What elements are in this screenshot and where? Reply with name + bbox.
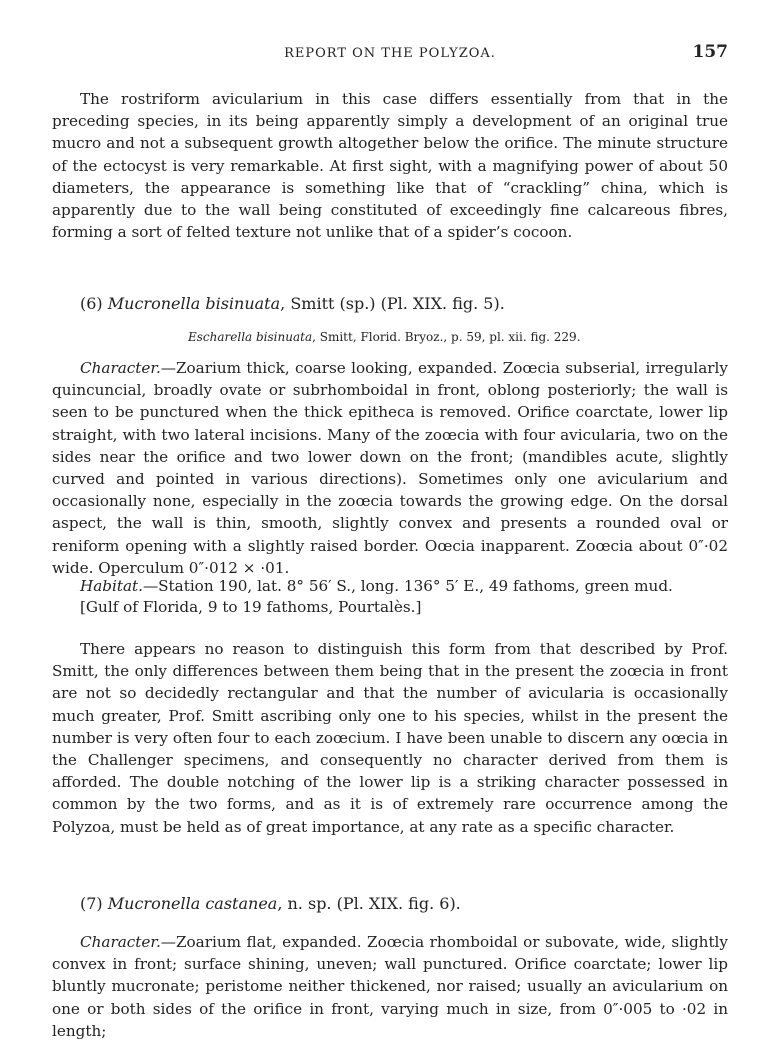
habitat-text: —Station 190, lat. 8° 56′ S., long. 136° 5′ E., 49 fathoms, green mud. bbox=[142, 577, 673, 595]
page-header bbox=[52, 42, 728, 66]
species-6-heading bbox=[80, 294, 505, 313]
species-name: Mucronella castanea bbox=[107, 894, 278, 913]
species-6-character bbox=[52, 357, 728, 579]
character-text: —Zoarium flat, expanded. Zoœcia rhomboidal or subovate, wide, slightly convex in front; surface shining, uneven; wall punctured. Orifice coarctate; lower lip bluntly mucronate; peristome neither thickened, nor raised; usually an avicularium on one or both sides of the orifice in front, varying much in size, from 0″·005 to ·02 in length; bbox=[52, 933, 728, 1040]
intro-paragraph: The rostriform avicularium in this case differs essentially from that in the preceding species, in its being apparently simply a development of an original true mucro and not a subsequent growth altogether below the orifice. The minute structure of the ectocyst is very remarkable. At first sight, with a magnifying power of about 50 diameters, the appearance is something like that of “crackling” china, which is apparently due to the wall being constituted of exceedingly fine calcareous fibres, forming a sort of felted texture not unlike that of a spider’s cocoon. bbox=[52, 90, 728, 242]
species-6-habitat bbox=[80, 575, 728, 597]
page-number: 157 bbox=[692, 42, 728, 62]
character-text: —Zoarium thick, coarse looking, expanded. Zoœcia subserial, irregularly quincuncial, broadly ovate or subrhomboidal in front, oblong posteriorly; the wall is seen to be punctured when the thick epitheca is removed. Orifice coarctate, lower lip straight, with two lateral incisions. Many of the zoœcia with four avicularia, two on the sides near the orifice and two lower down on the front; (mandibles acute, slightly curved and pointed in various directions). Sometimes only one avicularium and occasionally none, especially in the zoœcia towards the growing edge. On the dorsal aspect, the wall is thin, smooth, slightly convex and presents a rounded oval or reniform opening with a slightly raised border. Oœcia inapparent. Zoœcia about 0″·02 wide. Operculum 0″·012 × ·01. bbox=[52, 359, 728, 577]
species-6-locality: [Gulf of Florida, 9 to 19 fathoms, Pourtalès.] bbox=[80, 598, 422, 616]
species-7-character bbox=[52, 931, 728, 1042]
species-6-discussion: There appears no reason to distinguish this form from that described by Prof. Smitt, the only differences between them being that in the present the zoœcia in front are not so decidedly rectangular and that the number of avicularia is occasionally much greater, Prof. Smitt ascribing only one to his species, whilst in the present the number is very often four to each zoœcium. I have been unable to discern any oœcia in the Challenger specimens, and consequently no character derived from them is afforded. The double notching of the lower lip is a striking character possessed in common by the two forms, and as it is of extremely rare occurrence among the Polyzoa, must be held as of great importance, at any rate as a specific character. bbox=[52, 640, 728, 836]
habitat-label: Habitat. bbox=[80, 577, 143, 595]
species-7-heading bbox=[80, 894, 461, 913]
character-label: Character. bbox=[80, 933, 161, 951]
synonym-name: Escharella bisinuata bbox=[188, 330, 313, 344]
synonym-reference: , Smitt, Florid. Bryoz., p. 59, pl. xii. fig. 229. bbox=[312, 330, 581, 344]
species-name: Mucronella bisinuata bbox=[107, 294, 281, 313]
character-label: Character. bbox=[80, 359, 161, 377]
species-6-synonym bbox=[188, 330, 581, 344]
running-title: REPORT ON THE POLYZOA. bbox=[284, 46, 496, 61]
species-authority: , Smitt (sp.) (Pl. XIX. fig. 5). bbox=[280, 294, 505, 313]
species-number: (6) bbox=[80, 294, 103, 313]
species-number: (7) bbox=[80, 894, 103, 913]
species-authority: , n. sp. (Pl. XIX. fig. 6). bbox=[277, 894, 461, 913]
